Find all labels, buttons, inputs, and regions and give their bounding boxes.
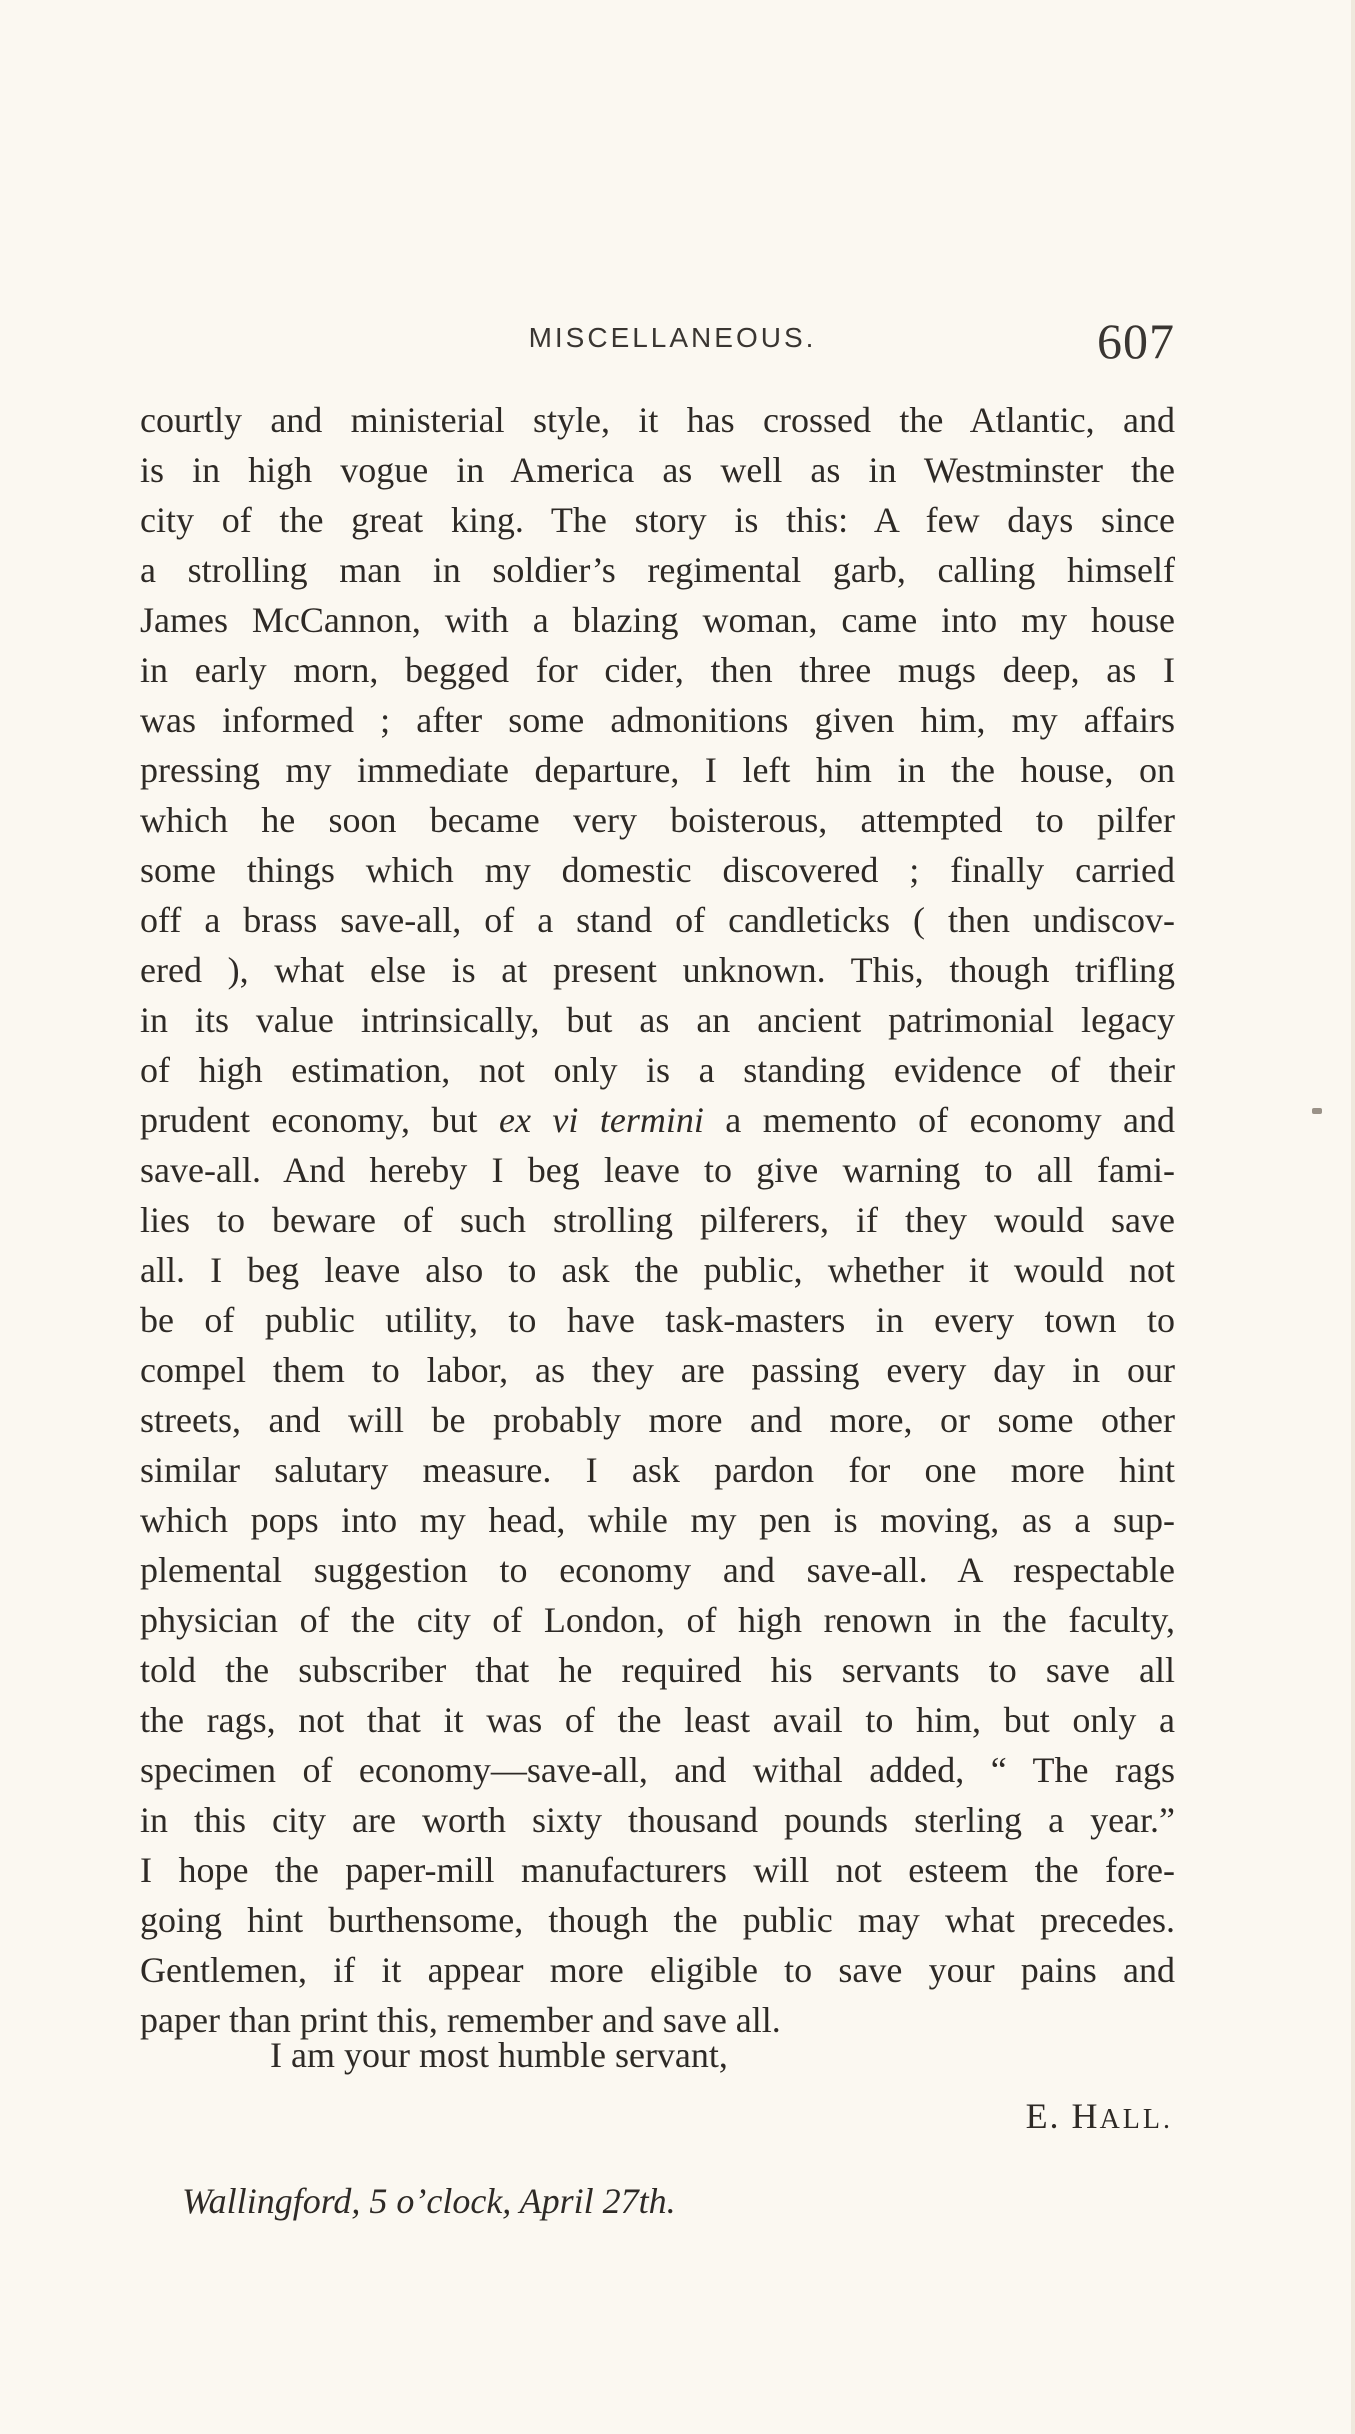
text-segment: prudent economy, but (140, 1100, 499, 1140)
text-line: of high estimation, not only is a standing evidence of their (140, 1050, 1175, 1090)
text-line: which pops into my head, while my pen is moving, as a sup- (140, 1500, 1175, 1540)
text-line: ered ), what else is at present unknown. This, though trifling (140, 950, 1175, 990)
text-line: be of public utility, to have task-masters in every town to (140, 1300, 1175, 1340)
text-line: physician of the city of London, of high renown in the faculty, (140, 1600, 1175, 1640)
page-number: 607 (1097, 313, 1175, 369)
closing-line: I am your most humble servant, (270, 2035, 728, 2075)
text-line: similar salutary measure. I ask pardon for one more hint (140, 1450, 1175, 1490)
text-line: James McCannon, with a blazing woman, came into my house (140, 600, 1175, 640)
text-line: specimen of economy—save-all, and withal added, “ The rags (140, 1750, 1175, 1790)
text-line: plemental suggestion to economy and save-all. A respectable (140, 1550, 1175, 1590)
text-line: city of the great king. The story is this: A few days since (140, 500, 1175, 540)
text-line: lies to beware of such strolling pilferers, if they would save (140, 1200, 1175, 1240)
text-line: going hint burthensome, though the public may what precedes. (140, 1900, 1175, 1940)
page-header (140, 312, 1175, 382)
text-line: compel them to labor, as they are passing every day in our (140, 1350, 1175, 1390)
text-line: was informed ; after some admonitions given him, my affairs (140, 700, 1175, 740)
text-line: which he soon became very boisterous, attempted to pilfer (140, 800, 1175, 840)
text-line: is in high vogue in America as well as in Westminster the (140, 450, 1175, 490)
margin-mark (1312, 1108, 1322, 1114)
text-line: save-all. And hereby I beg leave to give warning to all fami- (140, 1150, 1175, 1190)
text-line: Gentlemen, if it appear more eligible to save your pains and (140, 1950, 1175, 1990)
signature-small-caps: ALL. (1099, 2104, 1173, 2135)
text-line: some things which my domestic discovered ; finally carried (140, 850, 1175, 890)
text-line: told the subscriber that he required his servants to save all (140, 1650, 1175, 1690)
signature-initial: E. H (1025, 2096, 1100, 2136)
text-line: in its value intrinsically, but as an ancient patrimonial legacy (140, 1000, 1175, 1040)
running-head: MISCELLANEOUS. (528, 322, 817, 353)
text-line: streets, and will be probably more and more, or some other (140, 1400, 1175, 1440)
signature (1026, 2095, 1173, 2137)
text-line: the rags, not that it was of the least avail to him, but only a (140, 1700, 1175, 1740)
text-segment: a memento of economy and (703, 1100, 1176, 1140)
text-line: a strolling man in soldier’s regimental garb, calling himself (140, 550, 1175, 590)
italic-phrase: ex vi termini (498, 1100, 704, 1140)
page-edge (1351, 0, 1355, 2434)
text-line: courtly and ministerial style, it has crossed the Atlantic, and (140, 400, 1175, 440)
text-line: in early morn, begged for cider, then three mugs deep, as I (140, 650, 1175, 690)
text-line: pressing my immediate departure, I left him in the house, on (140, 750, 1175, 790)
text-line: off a brass save-all, of a stand of candleticks ( then undiscov- (140, 900, 1175, 940)
text-line-with-italic (140, 1095, 1175, 1145)
text-line: in this city are worth sixty thousand pounds sterling a year.” (140, 1800, 1175, 1840)
body-text (140, 395, 1175, 2045)
text-line: paper than print this, remember and save all. (140, 2000, 781, 2040)
dateline: Wallingford, 5 o’clock, April 27th. (182, 2181, 676, 2221)
text-line: I hope the paper-mill manufacturers will not esteem the fore- (140, 1850, 1175, 1890)
text-line: all. I beg leave also to ask the public, whether it would not (140, 1250, 1175, 1290)
